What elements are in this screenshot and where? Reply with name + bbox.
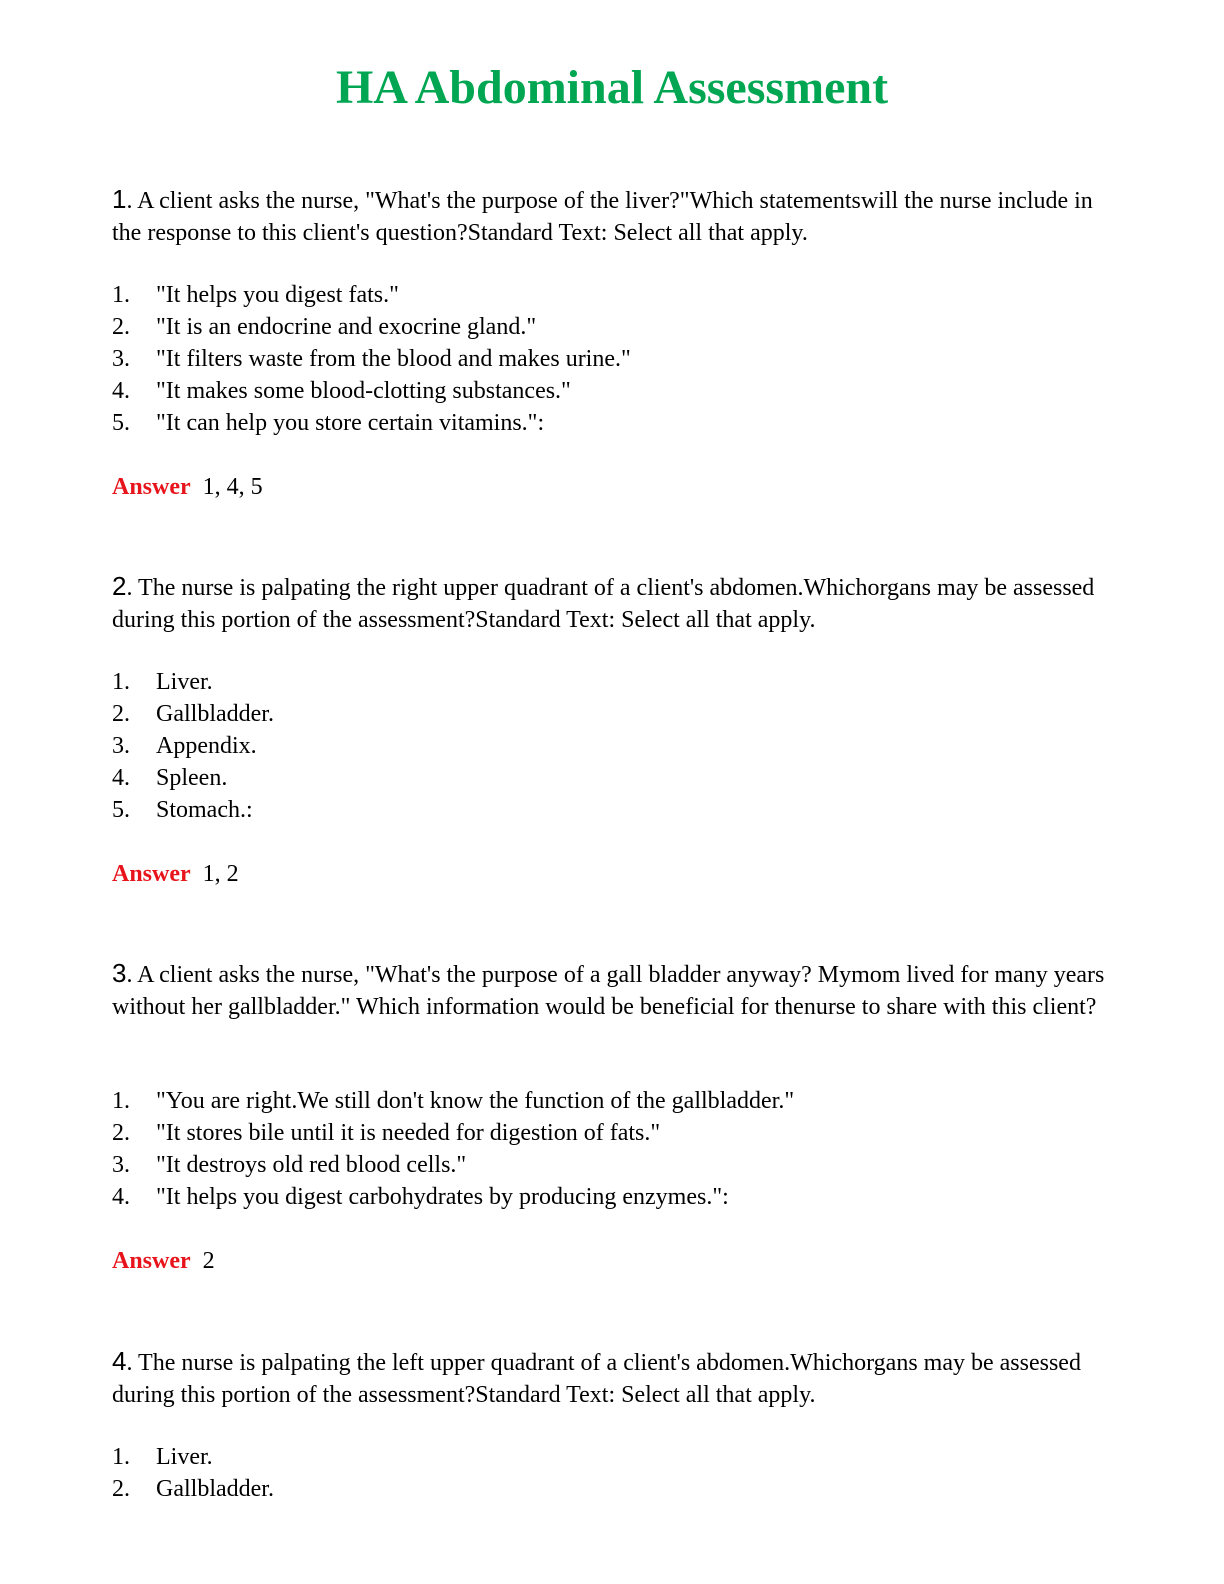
option-item: 5. Stomach.: — [112, 797, 253, 823]
answer-value: 1, 2 — [202, 861, 239, 887]
question-number: 3 — [112, 958, 127, 988]
option-item: 1. "You are right.We still don't know the function of the gallbladder." — [112, 1088, 795, 1114]
option-item: 4. "It helps you digest carbohydrates by producing enzymes.": — [112, 1184, 729, 1210]
question-3-answer — [112, 1245, 215, 1277]
question-body: . The nurse is palpating the left upper quadrant of a client's abdomen.Whichorgans may be assessed during this portion of the assessment?Standard Text: Select all that apply. — [112, 1350, 1081, 1408]
question-body: . A client asks the nurse, "What's the purpose of a gall bladder anyway? Mymom lived for many years without her gallbladder." Which information would be beneficial for thenurse to share with this client? — [112, 962, 1105, 1020]
question-body: . The nurse is palpating the right upper quadrant of a client's abdomen.Whichorgans may be assessed during this portion of the assessment?Standard Text: Select all that apply. — [112, 575, 1095, 633]
question-1-options — [112, 279, 1122, 439]
question-2-text — [112, 570, 1122, 636]
question-2-answer — [112, 858, 239, 890]
answer-value: 1, 4, 5 — [202, 474, 263, 500]
option-item: 1. Liver. — [112, 669, 213, 695]
question-number: 1 — [112, 184, 127, 214]
option-item: 3. "It filters waste from the blood and makes urine." — [112, 346, 631, 372]
question-number: 2 — [112, 571, 127, 601]
option-item: 2. Gallbladder. — [112, 701, 274, 727]
question-body: . A client asks the nurse, "What's the purpose of the liver?"Which statementswill the nurse include in the response to this client's question?Standard Text: Select all that apply. — [112, 188, 1093, 246]
question-3-options — [112, 1085, 1122, 1213]
question-3-text — [112, 957, 1122, 1023]
option-item: 2. "It stores bile until it is needed for digestion of fats." — [112, 1120, 661, 1146]
answer-label: Answer — [112, 474, 191, 500]
question-4-text — [112, 1345, 1122, 1411]
question-2-options — [112, 666, 1122, 826]
answer-value: 2 — [202, 1248, 215, 1274]
answer-label: Answer — [112, 1248, 191, 1274]
option-item: 4. Spleen. — [112, 765, 228, 791]
option-item: 1. Liver. — [112, 1444, 213, 1470]
question-number: 4 — [112, 1346, 127, 1376]
answer-label: Answer — [112, 861, 191, 887]
option-item: 3. Appendix. — [112, 733, 257, 759]
question-4-options — [112, 1441, 1122, 1505]
question-1-answer — [112, 471, 263, 503]
option-item: 4. "It makes some blood-clotting substances." — [112, 378, 571, 404]
option-item: 2. Gallbladder. — [112, 1476, 274, 1502]
option-item: 2. "It is an endocrine and exocrine gland." — [112, 314, 537, 340]
option-item: 5. "It can help you store certain vitamins.": — [112, 410, 545, 436]
option-item: 1. "It helps you digest fats." — [112, 282, 399, 308]
page-title: HA Abdominal Assessment — [335, 61, 889, 114]
question-1-text — [112, 183, 1122, 249]
option-item: 3. "It destroys old red blood cells." — [112, 1152, 467, 1178]
